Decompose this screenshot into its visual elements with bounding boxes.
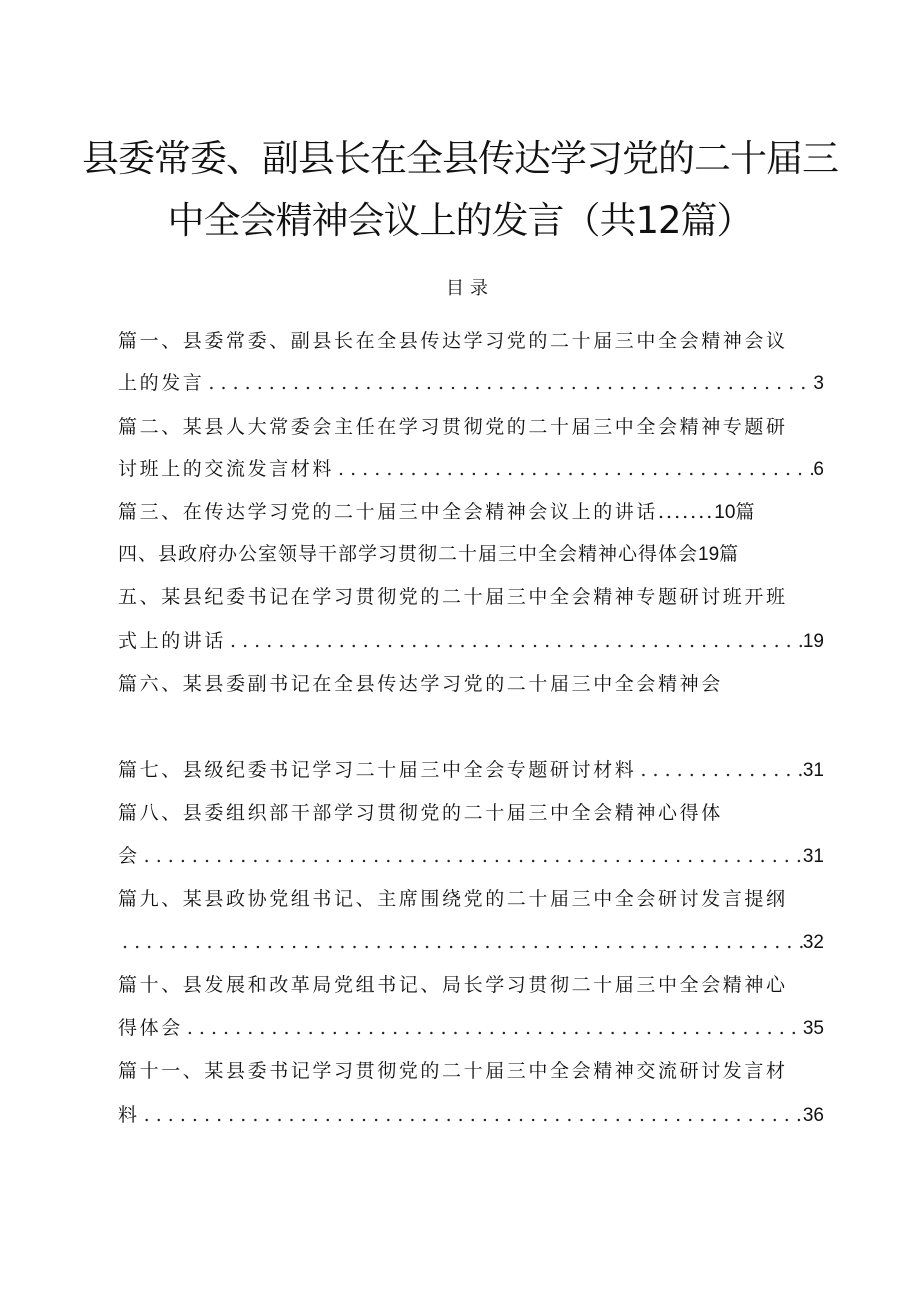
toc-entry-5-line-1[interactable]: 五、某县纪委书记在学习贯彻党的二十届三中全会精神专题研讨班开班	[118, 586, 788, 608]
toc-entry-5-text: 式上的讲话	[118, 630, 227, 652]
dot-leader	[226, 625, 803, 657]
dot-leader	[118, 926, 803, 958]
toc-entry-7-text: 篇七、县级纪委书记学习二十届三中全会专题研讨材料	[118, 759, 637, 781]
toc-entry-11-line-1[interactable]: 篇十一、某县委书记学习贯彻党的二十届三中全会精神交流研讨发言材	[118, 1060, 788, 1082]
toc-entry-2-line-2[interactable]	[118, 453, 824, 485]
dot-leader	[140, 840, 803, 872]
toc-entry-10-page: 35	[802, 1018, 824, 1039]
toc-entry-8-line-1[interactable]: 篇八、县委组织部干部学习贯彻党的二十届三中全会精神心得体	[118, 802, 723, 824]
toc-entry-3-line[interactable]	[118, 496, 824, 528]
toc-entry-4-page: 19	[698, 544, 720, 565]
toc-entry-5-page: 19	[802, 631, 824, 652]
toc-entry-7-line[interactable]	[118, 754, 824, 786]
dot-leader: .......	[658, 501, 715, 523]
toc-entry-1-line-2[interactable]	[118, 367, 824, 399]
toc-entry-4-line[interactable]	[118, 538, 824, 570]
document-title-line-2: 中全会精神会议上的发言（共12篇）	[167, 199, 753, 242]
toc-entry-11-line-2[interactable]	[118, 1099, 824, 1131]
toc-entry-9-line-2[interactable]	[118, 926, 824, 958]
toc-entry-2-page: 6	[813, 459, 824, 480]
toc-entry-1-line-1[interactable]: 篇一、县委常委、副县长在全县传达学习党的二十届三中全会精神会议	[118, 330, 788, 352]
document-title-line-1: 县委常委、副县长在全县传达学习党的二十届三	[82, 137, 838, 180]
toc-heading: 目录	[446, 278, 494, 299]
toc-entry-6-line-1[interactable]: 篇六、某县委副书记在全县传达学习党的二十届三中全会精神会	[118, 673, 723, 695]
toc-entry-2-text: 讨班上的交流发言材料	[118, 458, 335, 480]
toc-entry-8-page: 31	[802, 846, 824, 867]
toc-entry-1-text: 上的发言	[118, 372, 205, 394]
toc-entry-10-line-1[interactable]: 篇十、县发展和改革局党组书记、局长学习贯彻二十届三中全会精神心	[118, 974, 788, 996]
dot-leader	[204, 367, 813, 399]
toc-entry-8-text: 会	[118, 845, 140, 867]
toc-entry-5-line-2[interactable]	[118, 625, 824, 657]
dot-leader	[334, 453, 813, 485]
toc-entry-10-line-2[interactable]	[118, 1012, 824, 1044]
toc-entry-9-page: 32	[802, 932, 824, 953]
toc-entry-4-prefix: 篇	[735, 501, 758, 523]
toc-entry-4-text: 四、县政府办公室领导干部学习贯彻二十届三中全会精神心得体会	[118, 543, 699, 565]
toc-entry-8-line-2[interactable]	[118, 840, 824, 872]
toc-entry-11-page: 36	[802, 1105, 824, 1126]
toc-entry-1-page: 3	[813, 373, 824, 394]
dot-leader	[636, 754, 802, 786]
dot-leader	[140, 1099, 803, 1131]
dot-leader	[183, 1012, 803, 1044]
toc-entry-3-page: 10	[714, 502, 736, 523]
toc-entry-3-text: 篇三、在传达学习党的二十届三中全会精神会议上的讲话	[118, 501, 659, 523]
toc-entry-9-line-1[interactable]: 篇九、某县政协党组书记、主席围绕党的二十届三中全会研讨发言提纲	[118, 888, 788, 910]
toc-entry-2-line-1[interactable]: 篇二、某县人大常委会主任在学习贯彻党的二十届三中全会精神专题研	[118, 416, 788, 438]
toc-entry-5-prefix: 篇	[719, 543, 740, 565]
toc-entry-10-text: 得体会	[118, 1017, 183, 1039]
toc-entry-11-text: 料	[118, 1104, 140, 1126]
toc-entry-7-page: 31	[802, 760, 824, 781]
